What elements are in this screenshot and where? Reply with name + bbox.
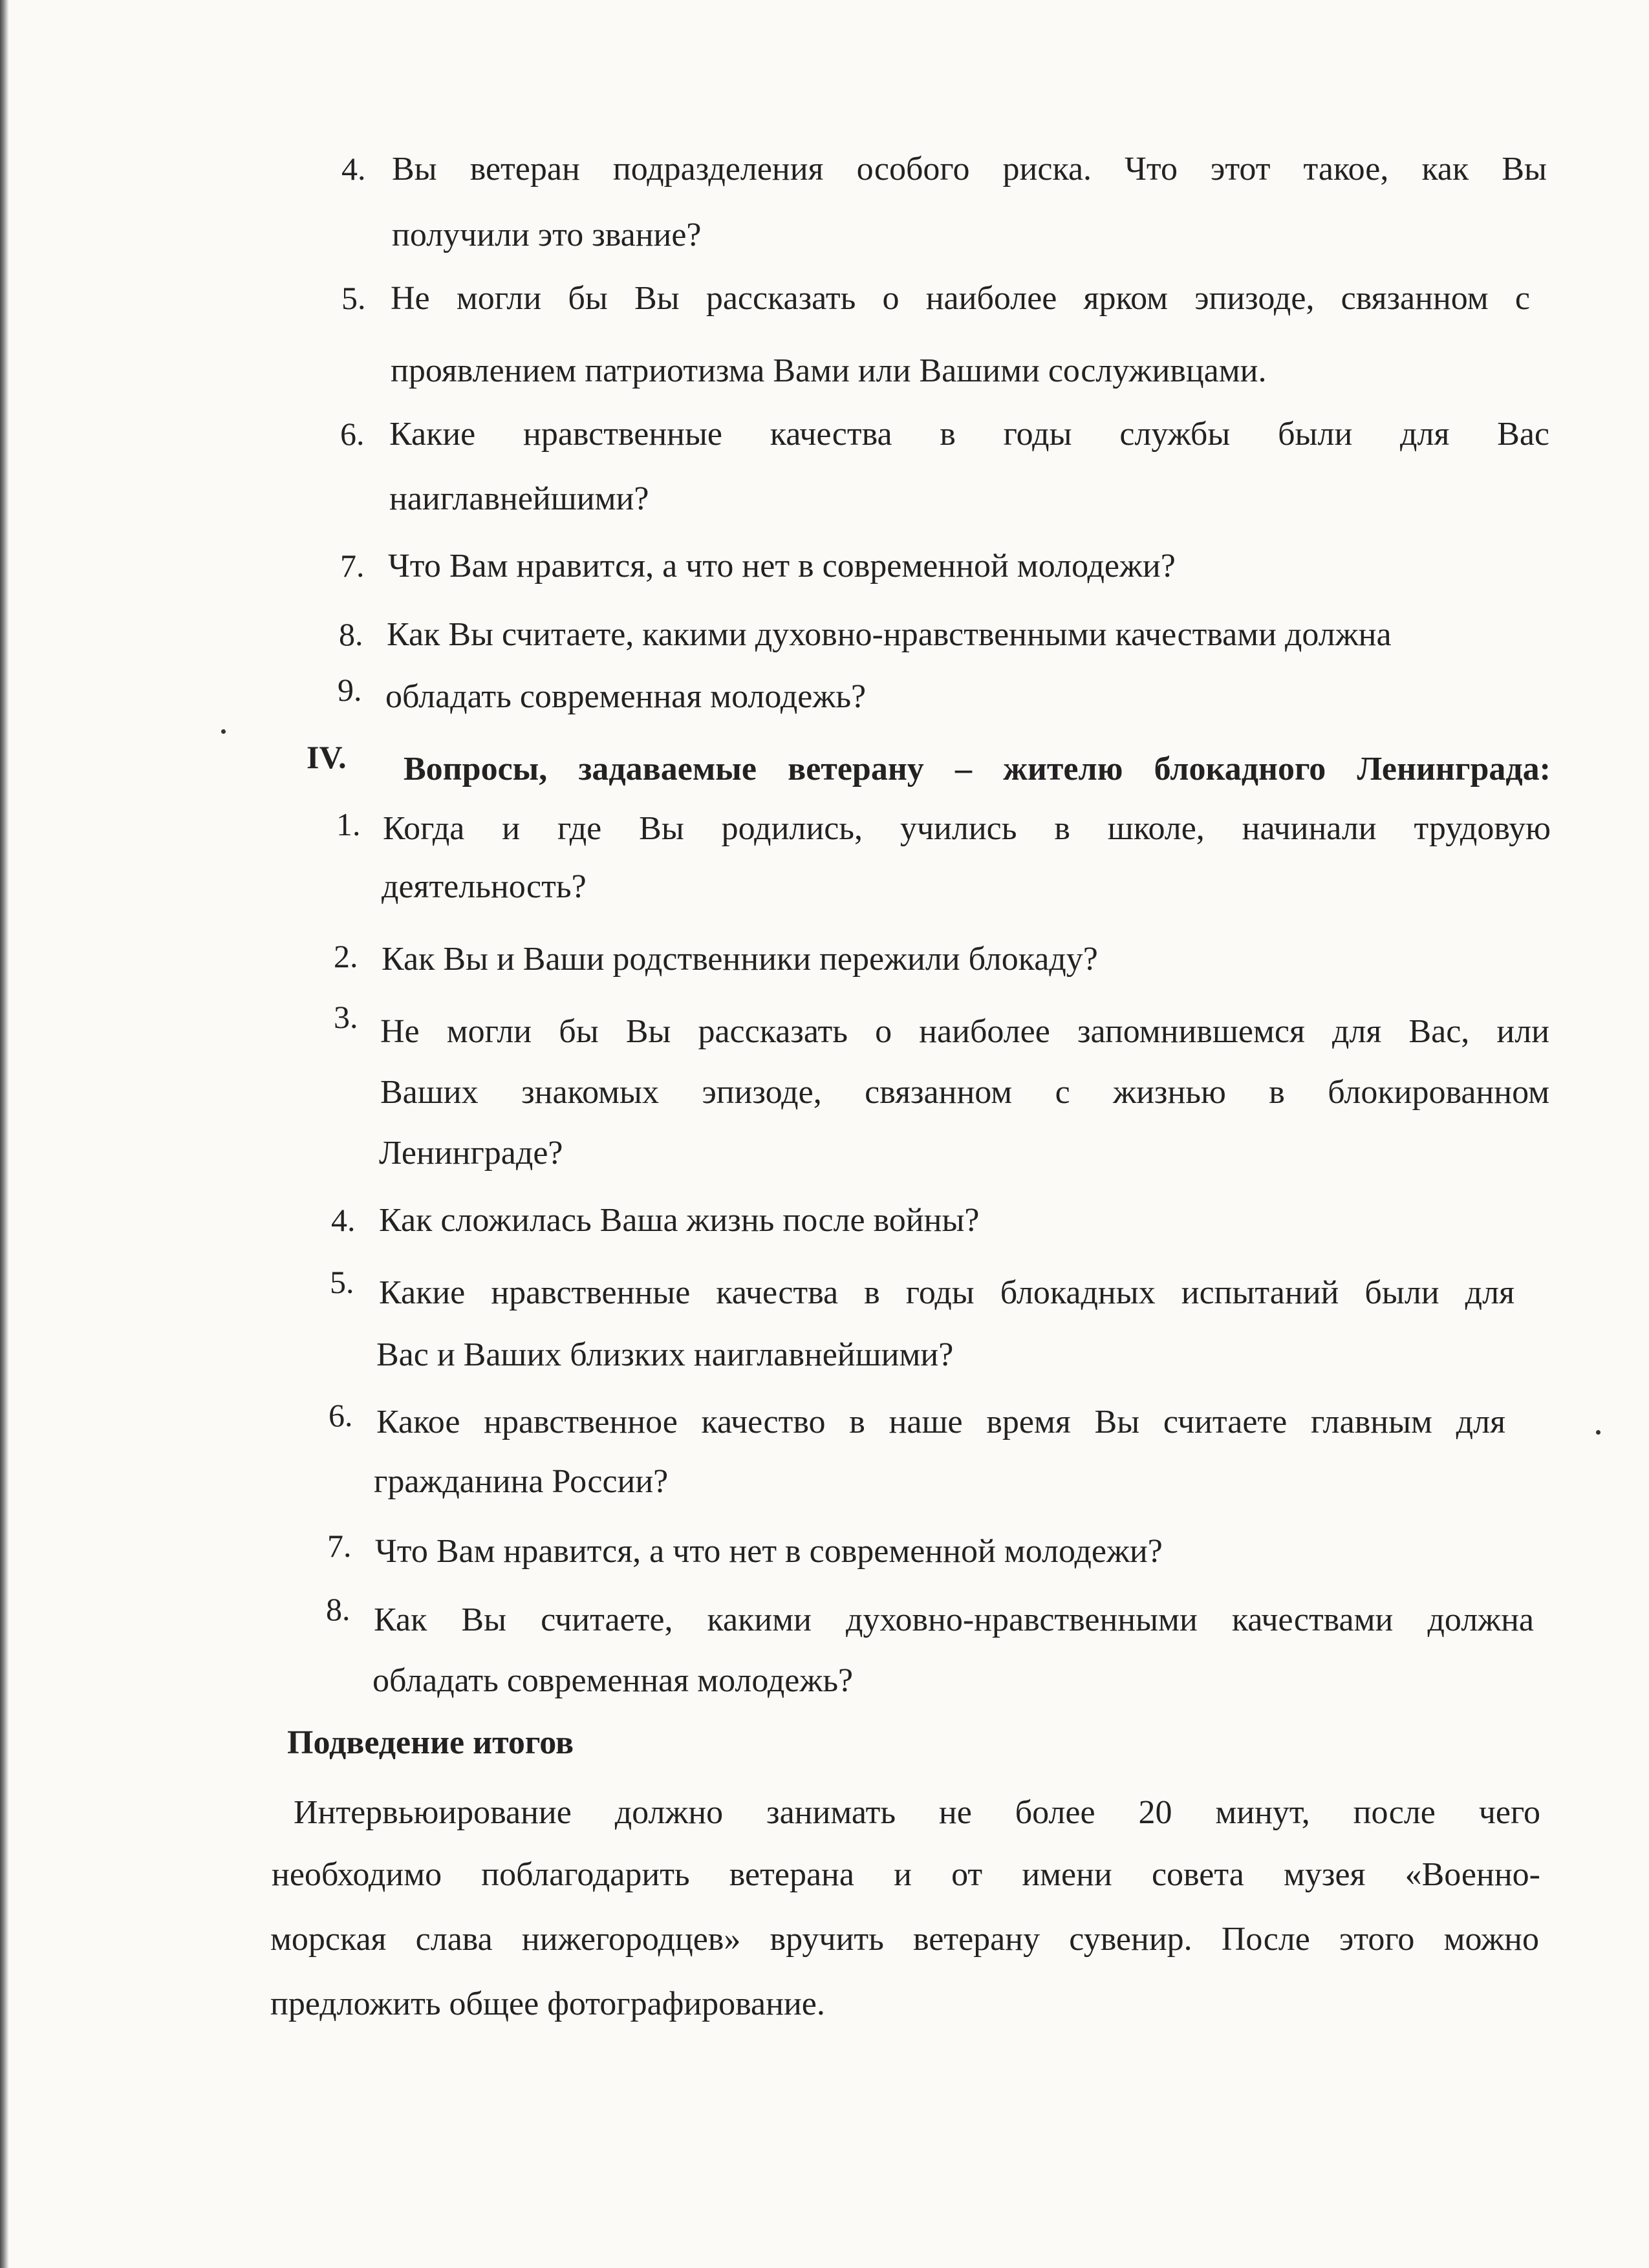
summary-line: морская слава нижегородцев» вручить ветерану сувенир. После этого можно	[270, 1921, 1539, 1958]
list-item-line: Какое нравственное качество в наше время Вы считаете главным для	[376, 1404, 1505, 1440]
list-item-number: 7.	[340, 548, 365, 584]
list-item-line: Что Вам нравится, а что нет в современной молодежи?	[388, 548, 1176, 584]
list-item-number: 6.	[329, 1397, 353, 1433]
list-item-line: Какие нравственные качества в годы службы были для Вас	[389, 416, 1549, 453]
list-item-line: деятельность?	[382, 868, 587, 905]
list-item-line: Когда и где Вы родились, учились в школе, начинали трудовую	[383, 810, 1551, 847]
list-item-number: 5.	[341, 280, 366, 316]
list-item-number: 7.	[327, 1528, 352, 1564]
list-item-line: Что Вам нравится, а что нет в современной молодежи?	[375, 1533, 1163, 1570]
list-item-line: Не могли бы Вы рассказать о наиболее запомнившемся для Вас, или	[380, 1013, 1549, 1050]
list-item-line: получили это звание?	[392, 217, 702, 253]
list-item-line: гражданина России?	[374, 1463, 669, 1500]
list-item-number: 6.	[340, 416, 365, 452]
summary-line: необходимо поблагодарить ветерана и от имени совета музея «Военно-	[272, 1856, 1540, 1893]
section-numeral: IV.	[307, 739, 347, 775]
list-item-number: 2.	[334, 938, 358, 974]
list-item-line: обладать современная молодежь?	[385, 678, 867, 715]
list-item-line: Вы ветеран подразделения особого риска. Что этот такое, как Вы	[392, 151, 1547, 187]
list-item-number: 4.	[341, 151, 366, 187]
list-item-number: 9.	[338, 672, 362, 708]
summary-heading: Подведение итогов	[287, 1724, 574, 1761]
list-item-line: проявлением патриотизма Вами или Вашими сослуживцами.	[391, 352, 1267, 389]
list-item-line: Как Вы и Ваши родственники пережили блокаду?	[382, 941, 1098, 978]
list-item-number: 3.	[334, 999, 358, 1035]
list-item-line: Ваших знакомых эпизоде, связанном с жизнью в блокированном	[380, 1074, 1549, 1111]
list-item-line: Как Вы считаете, какими духовно-нравственными качествами должна	[387, 616, 1392, 653]
scan-speck	[1596, 1430, 1600, 1435]
list-item-line: Ленинграде?	[379, 1135, 563, 1171]
scan-edge-shadow	[0, 0, 9, 2268]
list-item-number: 1.	[336, 806, 361, 842]
list-item-line: обладать современная молодежь?	[372, 1662, 854, 1699]
scan-speck	[221, 729, 226, 734]
list-item-line: Не могли бы Вы рассказать о наиболее ярком эпизоде, связанном с	[391, 280, 1530, 317]
list-item-number: 8.	[326, 1591, 350, 1627]
section-title: Вопросы, задаваемые ветерану – жителю блокадного Ленинграда:	[404, 751, 1551, 787]
list-item-number: 4.	[331, 1202, 356, 1238]
list-item-number: 8.	[339, 616, 363, 652]
list-item-line: Как Вы считаете, какими духовно-нравственными качествами должна	[374, 1601, 1534, 1638]
list-item-line: Какие нравственные качества в годы блокадных испытаний были для	[379, 1274, 1514, 1311]
list-item-number: 5.	[330, 1264, 354, 1300]
list-item-line: наиглавнейшими?	[389, 480, 649, 517]
list-item-line: Вас и Ваших близких наиглавнейшими?	[376, 1336, 954, 1373]
summary-line: Интервьюирование должно занимать не более 20 минут, после чего	[294, 1794, 1540, 1831]
list-item-line: Как сложилась Ваша жизнь после войны?	[379, 1202, 980, 1239]
summary-line: предложить общее фотографирование.	[270, 1985, 825, 2022]
